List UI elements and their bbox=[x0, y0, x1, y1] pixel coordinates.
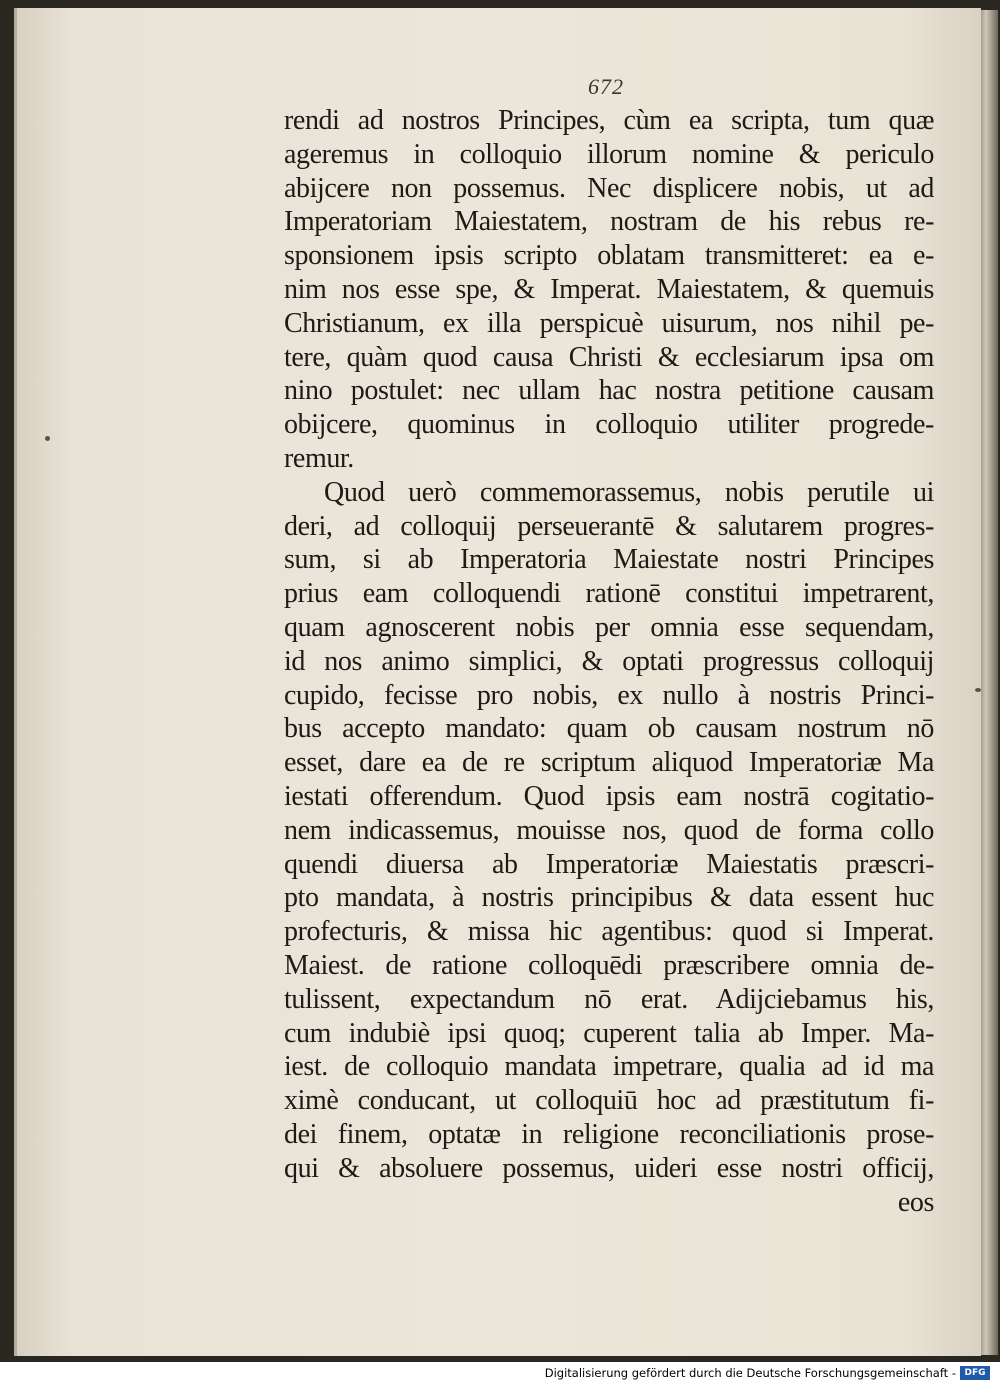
text-line: rendi ad nostros Principes, cùm ea scripta, tum quæ bbox=[284, 105, 934, 136]
dfg-logo-icon: DFG bbox=[960, 1366, 990, 1380]
text-line: iestati offerendum. Quod ipsis eam nostrā cogitatio- bbox=[284, 780, 934, 812]
footer-bar bbox=[0, 1362, 1000, 1385]
text-line: Quod uerò commemorassemus, nobis perutile ui bbox=[324, 476, 934, 508]
text-line: nim nos esse spe, & Imperat. Maiestatem, & quemuis bbox=[284, 273, 934, 305]
text-line: tulissent, expectandum nō erat. Adijciebamus his, bbox=[284, 983, 934, 1015]
text-line: ageremus in colloquio illorum nomine & periculo bbox=[284, 138, 934, 170]
ink-speck bbox=[45, 436, 50, 441]
page-number: 672 bbox=[588, 74, 624, 99]
text-line: nem indicassemus, mouisse nos, quod de forma collo bbox=[284, 814, 934, 846]
text-line: quam agnoscerent nobis per omnia esse sequendam, bbox=[284, 611, 934, 643]
text-line: obijcere, quominus in colloquio utiliter progrede- bbox=[284, 409, 934, 441]
catchword: eos bbox=[897, 1186, 934, 1218]
text-line: qui & absoluere possemus, uideri esse nostri officij, bbox=[284, 1152, 934, 1184]
text-line: quendi diuersa ab Imperatoriæ Maiestatis præscri- bbox=[284, 848, 934, 880]
text-line: esset, dare ea de re scriptum aliquod Imperatoriæ Ma bbox=[284, 747, 934, 779]
text-line: remur. bbox=[284, 442, 354, 474]
text-line: bus accepto mandato: quam ob causam nostrum nō bbox=[284, 713, 934, 745]
text-line: cum indubiè ipsi quoq; cuperent talia ab Imper. Ma- bbox=[284, 1017, 934, 1049]
text-line: Christianum, ex illa perspicuè uisurum, nos nihil pe- bbox=[284, 307, 934, 339]
funding-credit: Digitalisierung gefördert durch die Deutsche Forschungsgemeinschaft - bbox=[544, 1366, 956, 1380]
text-line: prius eam colloquendi rationē constitui impetrarent, bbox=[284, 578, 934, 610]
text-line: abijcere non possemus. Nec displicere nobis, ut ad bbox=[284, 172, 934, 204]
page-edge bbox=[978, 10, 998, 1355]
text-line: dei finem, optatæ in religione reconciliationis prose- bbox=[284, 1118, 934, 1150]
text-line: profecturis, & missa hic agentibus: quod si Imperat. bbox=[284, 916, 934, 948]
text-line: iest. de colloquio mandata impetrare, qualia ad id ma bbox=[284, 1051, 934, 1083]
text-line: sponsionem ipsis scripto oblatam transmitteret: ea e- bbox=[284, 240, 934, 272]
body-text bbox=[284, 104, 934, 1219]
ink-speck bbox=[975, 688, 981, 692]
text-line: nino postulet: nec ullam hac nostra petitione causam bbox=[284, 375, 934, 407]
text-line: id nos animo simplici, & optati progressus colloquij bbox=[284, 645, 934, 677]
text-line: Imperatoriam Maiestatem, nostram de his rebus re- bbox=[284, 206, 934, 238]
text-line: deri, ad colloquij perseuerantē & salutarem progres- bbox=[284, 510, 934, 542]
text-line: ximè conducant, ut colloquiū hoc ad præstitutum fi- bbox=[284, 1085, 934, 1117]
text-line: pto mandata, à nostris principibus & data essent huc bbox=[284, 882, 934, 914]
text-line: cupido, fecisse pro nobis, ex nullo à nostris Princi- bbox=[284, 679, 934, 711]
text-line: Maiest. de ratione colloquēdi præscribere omnia de- bbox=[284, 949, 934, 981]
text-line: sum, si ab Imperatoria Maiestate nostri Principes bbox=[284, 544, 934, 576]
text-line: tere, quàm quod causa Christi & ecclesiarum ipsa om bbox=[284, 341, 934, 373]
